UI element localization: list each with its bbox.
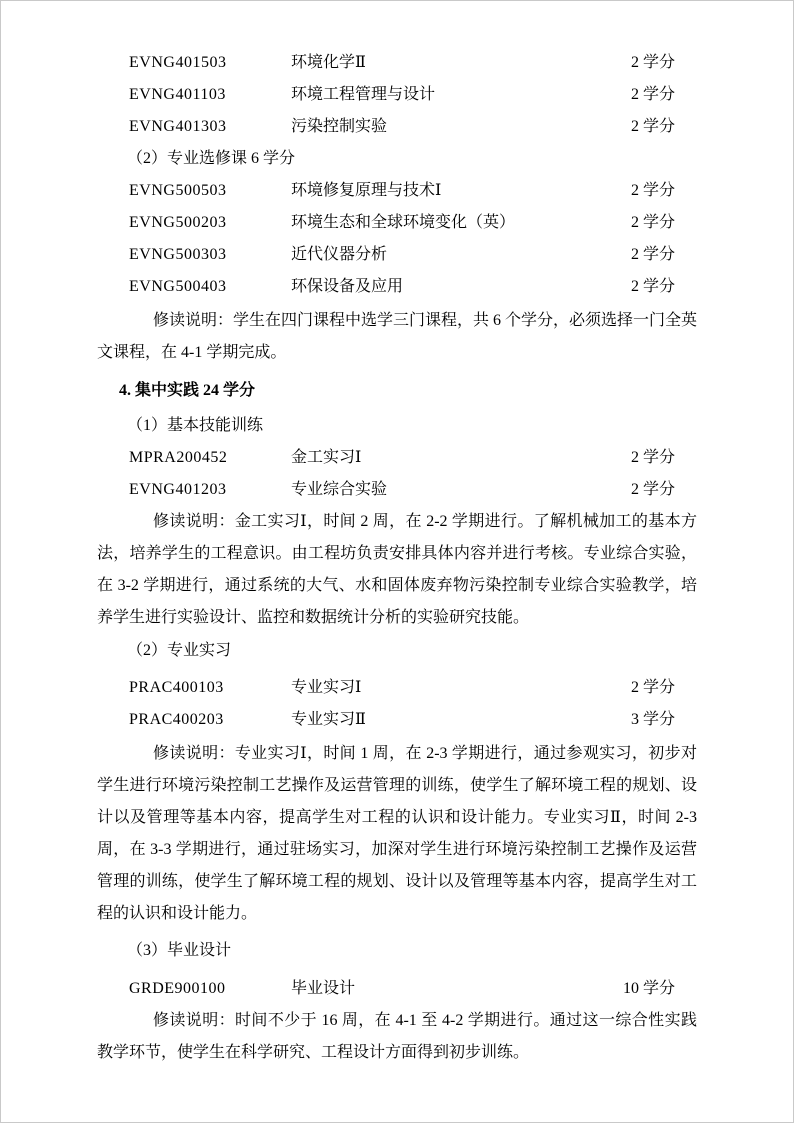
course-row [97,207,697,239]
course-credit: 2 学分 [630,182,675,199]
section-heading-electives: （2）专业选修课 6 学分 [127,150,296,167]
electives-note-paragraph: 修读说明：学生在四门课程中选学三门课程，共 6 个学分，必须选择一门全英文课程，在 4-1 学期完成。 [97,312,698,361]
course-code: EVNG401103 [129,86,226,103]
course-name: 专业综合实验 [291,481,388,498]
course-row [97,47,697,79]
course-credit: 2 学分 [630,449,675,466]
subsection-heading-internship: （2）专业实习 [127,642,232,659]
section-heading-practice: 4. 集中实践 24 学分 [119,382,256,399]
course-row [97,973,697,1005]
course-name: 环境生态和全球环境变化（英） [291,214,516,231]
course-name: 近代仪器分析 [291,246,388,263]
course-code: EVNG401503 [129,54,227,71]
course-credit: 2 学分 [630,679,675,696]
course-row [97,672,697,704]
course-name: 金工实习Ⅰ [291,449,362,466]
course-name: 专业实习Ⅱ [291,711,366,728]
course-row [97,239,697,271]
course-credit: 10 学分 [622,980,675,997]
course-row [97,704,697,736]
course-credit: 2 学分 [630,118,675,135]
course-credit: 2 学分 [630,246,675,263]
course-credit: 2 学分 [630,54,675,71]
course-credit: 2 学分 [630,214,675,231]
course-code: PRAC400103 [129,679,224,696]
course-name: 专业实习Ⅰ [291,679,362,696]
course-code: EVNG500403 [129,278,227,295]
course-credit: 3 学分 [630,711,675,728]
course-code: EVNG500303 [129,246,227,263]
course-code: GRDE900100 [129,980,226,997]
course-credit: 2 学分 [630,86,675,103]
course-name: 污染控制实验 [291,118,388,135]
course-name: 环境工程管理与设计 [291,86,436,103]
internship-note-paragraph: 修读说明：专业实习Ⅰ，时间 1 周，在 2-3 学期进行，通过参观实习，初步对学生进行环境污染控制工艺操作及运营管理的训练，使学生了解环境工程的规划、设计以及管理等基本内容，提高学生对工程的认识和设计能力。专业实习Ⅱ，时间 2-3 周，在 3-3 学期进行，通过驻场实习，加深对学生进行环境污染控制工艺操作及运营管理的训练，使学生了解环境工程的规划、设计以及管理等基本内容，提高学生对工程的认识和设计能力。 [97,745,697,922]
course-row [97,474,697,506]
course-row [97,175,697,207]
course-credit: 2 学分 [630,481,675,498]
subsection-heading-basic-skills: （1）基本技能训练 [127,417,264,434]
course-code: EVNG401203 [129,481,227,498]
course-row [97,79,697,111]
course-name: 环保设备及应用 [291,278,404,295]
course-code: EVNG500203 [129,214,227,231]
course-code: PRAC400203 [129,711,224,728]
course-row [97,271,697,303]
basic-skills-note-paragraph: 修读说明：金工实习Ⅰ，时间 2 周，在 2-2 学期进行。了解机械加工的基本方法，培养学生的工程意识。由工程坊负责安排具体内容并进行考核。专业综合实验，在 3-2 学期进行，通过系统的大气、水和固体废弃物污染控制专业综合实验教学，培养学生进行实验设计、监控和数据统计分析的实验研究技能。 [97,513,697,626]
graduation-design-note-paragraph: 修读说明：时间不少于 16 周，在 4-1 至 4-2 学期进行。通过这一综合性实践教学环节，使学生在科学研究、工程设计方面得到初步训练。 [97,1012,697,1061]
course-name: 毕业设计 [291,980,356,997]
course-code: EVNG500503 [129,182,227,199]
course-credit: 2 学分 [630,278,675,295]
course-row [97,111,697,143]
course-name: 环境修复原理与技术Ⅰ [291,182,442,199]
course-name: 环境化学Ⅱ [291,54,366,71]
course-row [97,442,697,474]
course-code: MPRA200452 [129,449,228,466]
subsection-heading-graduation-design: （3）毕业设计 [127,942,232,959]
course-code: EVNG401303 [129,118,227,135]
